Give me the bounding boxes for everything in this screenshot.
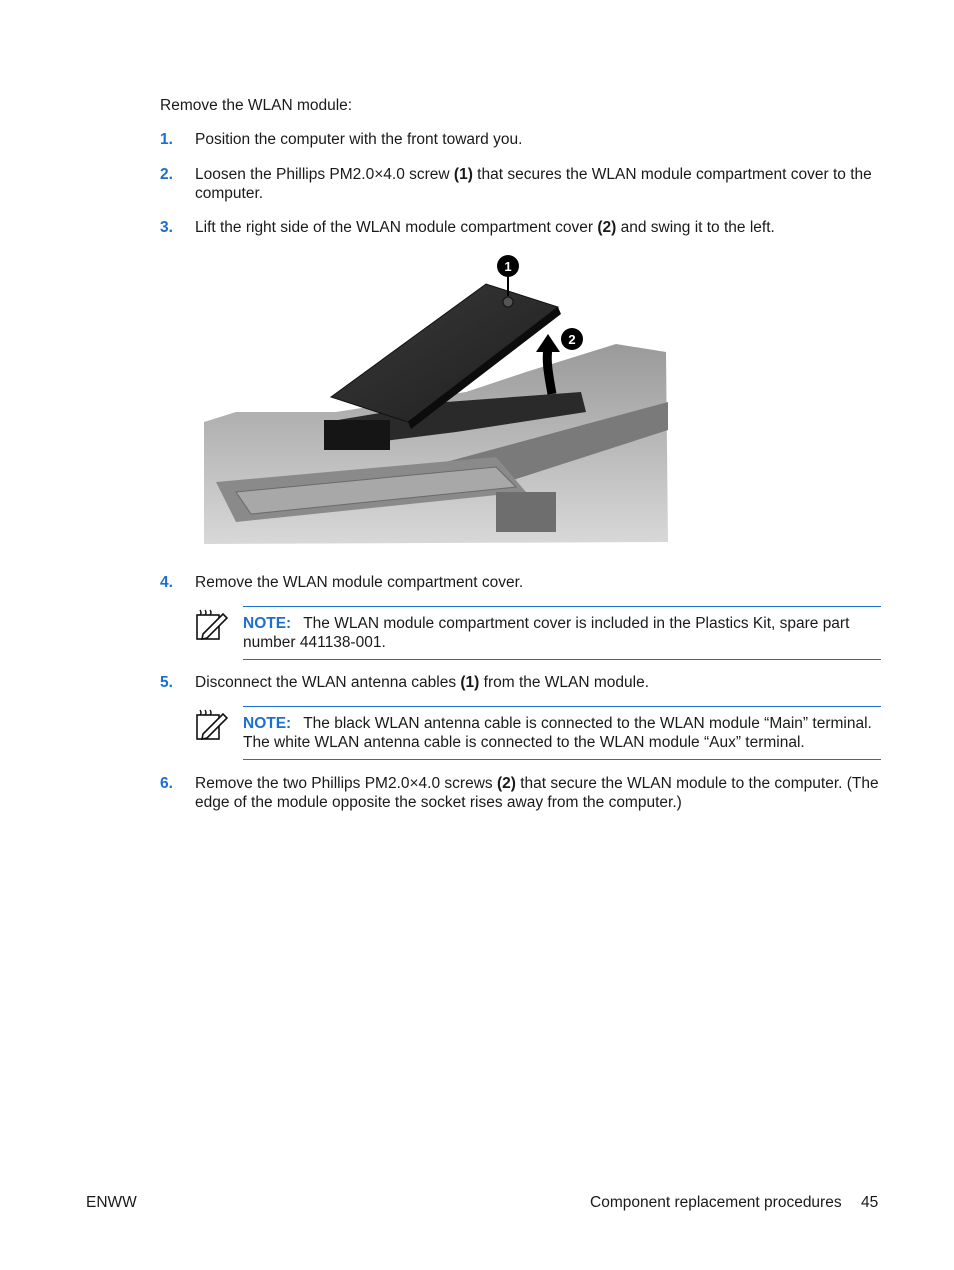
step-number: 5. (160, 674, 173, 691)
step-number: 1. (160, 131, 173, 148)
callout-2-label: 2 (568, 332, 576, 347)
step-text-post: that secure the WLAN module to the computer. (The edge of the module opposite the socket rises away from the computer.) (195, 775, 879, 811)
step-text: Position the computer with the front toward you. (195, 131, 523, 148)
footer-left: ENWW (86, 1194, 137, 1211)
note-box (243, 706, 881, 760)
step-text (195, 218, 883, 237)
note-pencil-icon (195, 608, 229, 647)
step-text-post: that secures the WLAN module compartment cover to the computer. (195, 166, 872, 202)
step-text-post: and swing it to the left. (616, 219, 775, 236)
callout-ref: (2) (496, 775, 516, 792)
footer-section: Component replacement procedures (590, 1194, 842, 1211)
wlan-cover-illustration (196, 252, 672, 552)
note-label: NOTE: (243, 715, 292, 732)
step-number: 2. (160, 166, 173, 183)
note-text: The black WLAN antenna cable is connected to the WLAN module “Main” terminal. The white WLAN antenna cable is connected to the WLAN module “Aux” terminal. (243, 715, 872, 751)
note-text: The WLAN module compartment cover is included in the Plastics Kit, spare part number 441138-001. (243, 615, 850, 651)
intro-text: Remove the WLAN module: (160, 97, 353, 114)
callout-ref: (1) (460, 674, 480, 691)
step-text-post: from the WLAN module. (479, 674, 650, 691)
step-text-pre: Lift the right side of the WLAN module compartment cover (195, 219, 598, 236)
note-pencil-icon (195, 708, 229, 747)
callout-1-label: 1 (504, 259, 512, 274)
step-number: 3. (160, 219, 173, 236)
step-text (195, 774, 883, 812)
footer-page-number: 45 (861, 1194, 879, 1211)
step-number: 4. (160, 574, 173, 591)
step-text (195, 673, 883, 692)
step-text: Remove the WLAN module compartment cover. (195, 574, 524, 591)
step-text-pre: Disconnect the WLAN antenna cables (195, 674, 461, 691)
step-text-pre: Loosen the Phillips PM2.0×4.0 screw (195, 166, 454, 183)
step-text-pre: Remove the two Phillips PM2.0×4.0 screws (195, 775, 497, 792)
note-label: NOTE: (243, 615, 292, 632)
callout-ref: (1) (453, 166, 473, 183)
step-text (195, 165, 883, 203)
note-box (243, 606, 881, 660)
step-number: 6. (160, 775, 173, 792)
callout-ref: (2) (597, 219, 617, 236)
